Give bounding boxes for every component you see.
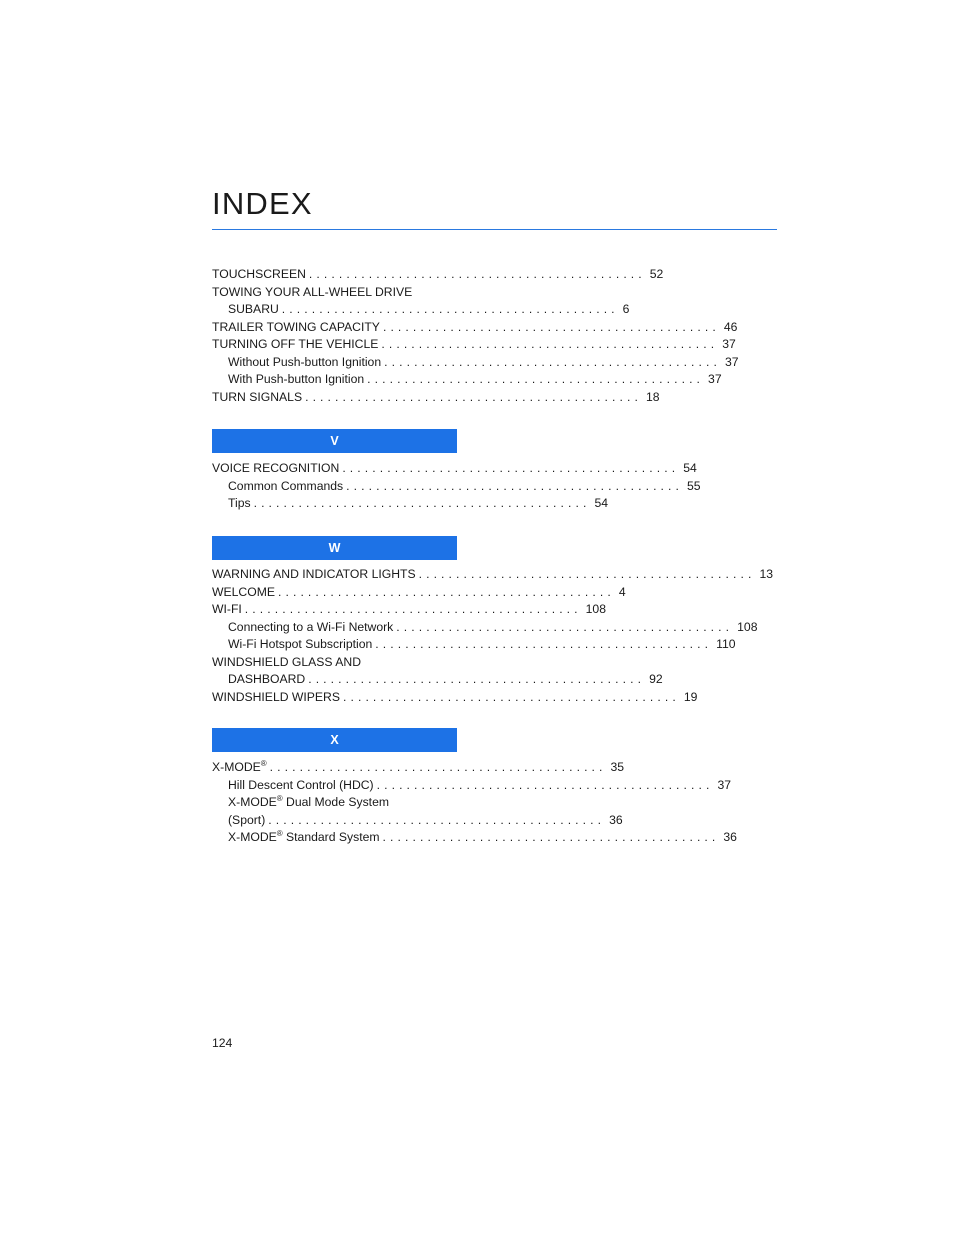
index-subentry [212,636,736,654]
entry-label: TRAILER TOWING CAPACITY [212,319,380,334]
index-entry [212,671,663,689]
index-entry [212,584,626,602]
index-entry [212,759,625,777]
index-subentry [212,829,737,847]
index-entry [212,284,457,302]
entry-label: SUBARU [228,302,279,316]
entry-page: 92 [649,672,663,686]
dot-leader: ............................................. [308,267,646,281]
index-entry [212,266,664,284]
index-entry [212,319,738,337]
index-subentry [212,354,739,372]
index-subentry [212,478,701,496]
dot-leader: ............................................. [277,584,615,599]
section-letter-w: W [212,536,457,560]
index-entry [212,689,698,707]
entry-label-text: X-MODE [228,830,277,844]
index-entry [212,566,774,584]
dot-leader: ............................................. [346,478,684,493]
dot-leader: ............................................. [418,567,756,581]
dot-leader: ............................................. [342,689,680,704]
entry-label: With Push-button Ignition [228,372,365,386]
entry-page: 55 [687,478,701,493]
entry-label: Tips [228,496,251,510]
dot-leader: ............................................. [384,354,721,369]
entry-page: 19 [683,689,698,704]
index-subentry [212,794,457,812]
section-letter-v: V [212,429,457,453]
entry-label-suffix: Standard System [282,830,380,844]
entry-label: DASHBOARD [228,672,306,686]
index-entry [212,601,606,619]
entry-page: 6 [622,302,630,316]
entry-page: 18 [645,389,660,404]
dot-leader: ............................................. [396,619,734,634]
entry-page: 36 [609,812,623,827]
page-title: INDEX [212,186,313,221]
entry-label-text: X-MODE [228,795,277,809]
registered-mark: ® [260,759,267,768]
index-subentry [212,812,623,830]
page-number: 124 [212,1036,233,1050]
dot-leader: ............................................. [253,496,591,510]
entry-label: Without Push-button Ignition [228,354,382,369]
entry-label: TOUCHSCREEN [212,267,306,281]
dot-leader: ............................................. [268,812,606,827]
dot-leader: ............................................. [382,319,720,334]
entry-label: WELCOME [212,584,275,599]
section-letter-x: X [212,728,457,752]
entry-page: 35 [610,760,625,774]
entry-page: 37 [717,777,732,792]
dot-leader: ............................................. [269,760,607,774]
entry-page: 4 [618,584,626,599]
entry-label-suffix: Dual Mode System [282,795,389,809]
entry-label: TOWING YOUR ALL-WHEEL DRIVE [212,284,413,299]
entry-label [228,794,392,812]
dot-leader: ............................................. [382,830,720,844]
entry-label [228,829,383,847]
index-entry [212,389,660,407]
entry-page: 37 [708,372,722,386]
index-entry [212,654,457,672]
index-section-t [212,266,739,406]
entry-label: VOICE RECOGNITION [212,461,340,475]
entry-label: WARNING AND INDICATOR LIGHTS [212,567,416,581]
entry-page: 52 [649,267,664,281]
dot-leader: ............................................. [342,461,680,475]
index-entry [212,460,697,478]
dot-leader: ............................................. [381,337,719,351]
index-subentry [212,495,609,513]
index-subentry [212,619,758,637]
entry-label: (Sport) [228,812,266,827]
registered-mark: ® [276,829,283,838]
dot-leader: ............................................. [367,372,705,386]
entry-label: Connecting to a Wi-Fi Network [228,619,394,634]
entry-label: WINDSHIELD GLASS AND [212,654,361,669]
dot-leader: ............................................. [376,777,714,792]
entry-label: TURN SIGNALS [212,389,303,404]
entry-page: 13 [759,567,774,581]
index-section-w [212,566,774,706]
dot-leader: ............................................. [305,389,642,404]
entry-label [212,759,270,777]
index-entry [212,301,630,319]
index-section-v [212,460,701,513]
entry-page: 110 [716,637,736,651]
entry-label: WI-FI [212,602,242,616]
entry-label-text: X-MODE [212,760,261,774]
entry-label: WINDSHIELD WIPERS [212,689,340,704]
dot-leader: ............................................. [244,602,582,616]
entry-label: Common Commands [228,478,344,493]
registered-mark: ® [276,794,283,803]
index-section-x [212,759,737,847]
index-entry [212,336,736,354]
dot-leader: ............................................. [281,302,619,316]
title-underline [212,229,777,230]
dot-leader: ............................................. [308,672,646,686]
entry-page: 108 [737,619,758,634]
entry-page: 108 [585,602,606,616]
index-subentry [212,371,722,389]
entry-page: 46 [723,319,738,334]
entry-label: Wi-Fi Hotspot Subscription [228,637,373,651]
entry-page: 54 [683,461,697,475]
index-subentry [212,777,732,795]
entry-page: 37 [725,354,739,369]
entry-page: 37 [722,337,736,351]
dot-leader: ............................................. [375,637,713,651]
entry-page: 54 [594,496,609,510]
entry-label: Hill Descent Control (HDC) [228,777,374,792]
entry-label: TURNING OFF THE VEHICLE [212,337,379,351]
entry-page: 36 [723,830,737,844]
